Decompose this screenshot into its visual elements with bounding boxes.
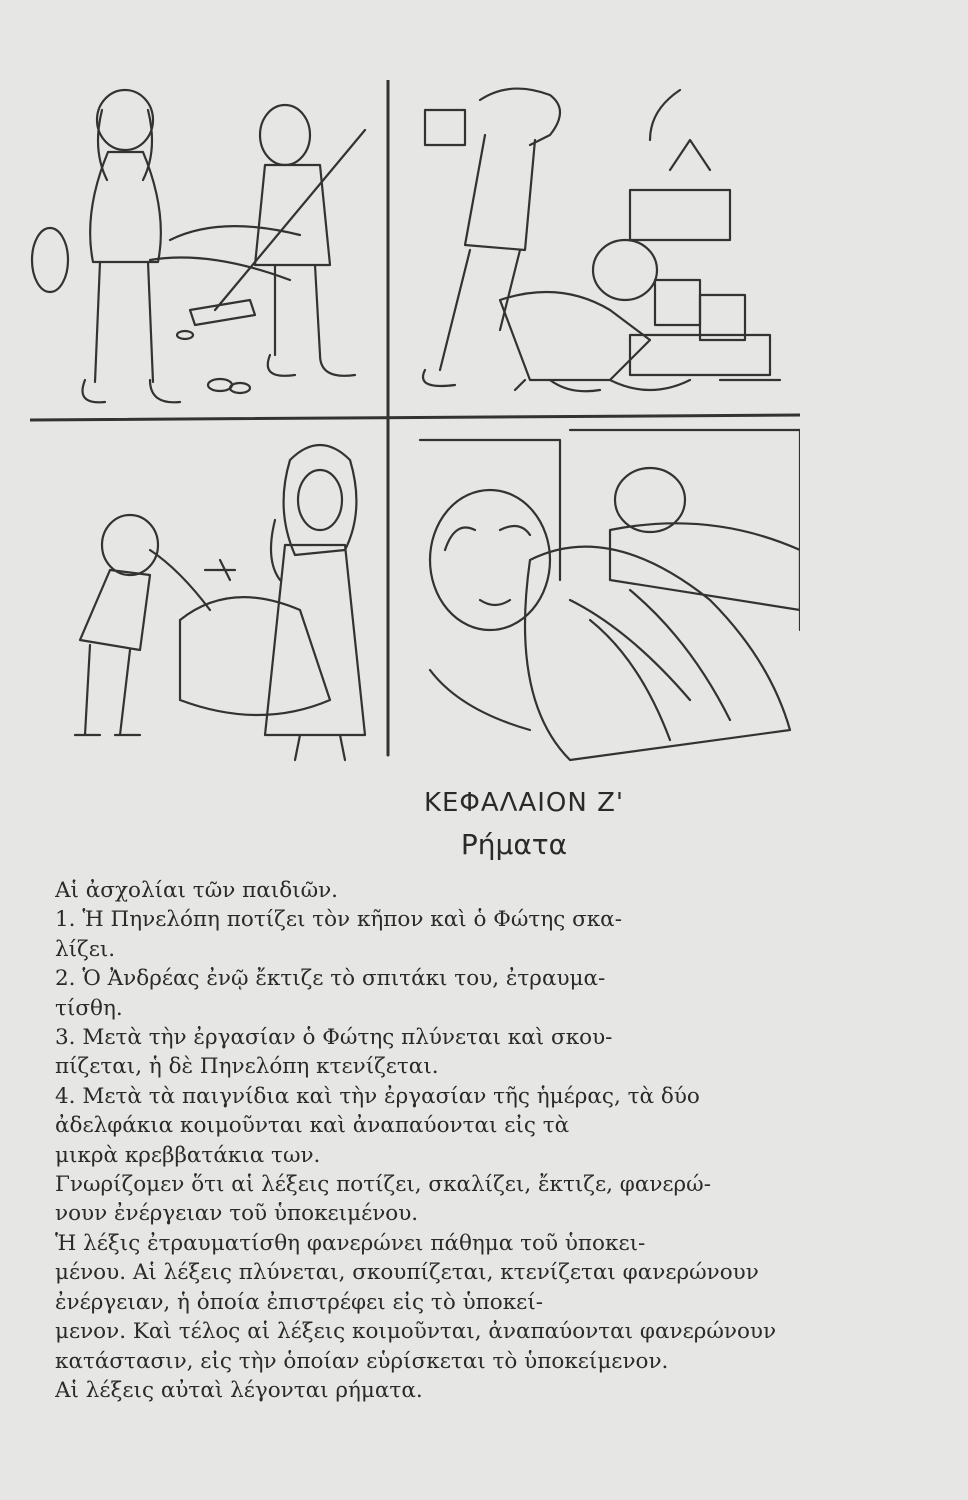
chapter-title: ΚΕΦΑΛΑΙΟΝ Ζ' xyxy=(423,788,625,818)
text-line: 4. Μετὰ τὰ παιγνίδια καὶ τὴν ἐργασίαν τῆς ἡμέρας, τὰ δύο xyxy=(55,1083,700,1109)
text-line: Ἡ λέξις ἐτραυματίσθη φανερώνει πάθημα τοῦ ὑποκει- xyxy=(55,1230,646,1256)
panel-sleeping xyxy=(420,430,800,760)
text-line: μικρὰ κρεββατάκια των. xyxy=(55,1142,321,1168)
text-line: ἀδελφάκια κοιμοῦνται καὶ ἀναπαύονται εἰς τὰ xyxy=(55,1113,570,1139)
text-line: 2. Ὁ Ἀνδρέας ἐνῷ ἔκτιζε τὸ σπιτάκι του, ἐτραυμα- xyxy=(55,966,606,992)
text-line: κατάστασιν, εἰς τὴν ὁποίαν εὑρίσκεται τὸ ὑποκείμενον. xyxy=(55,1348,669,1374)
text-line: ἐνέργειαν, ἡ ὁποία ἐπιστρέφει εἰς τὸ ὑποκεί- xyxy=(55,1289,544,1315)
text-line: λίζει. xyxy=(55,936,116,962)
text-line: Αἱ ἀσχολίαι τῶν παιδιῶν. xyxy=(55,878,339,903)
text-line: 3. Μετὰ τὴν ἐργασίαν ὁ Φώτης πλύνεται καὶ σκου- xyxy=(55,1025,613,1051)
panel-watering-raking xyxy=(32,90,365,402)
panel-washing-combing xyxy=(75,445,365,760)
text-line: νουν ἐνέργειαν τοῦ ὑποκειμένου. xyxy=(55,1201,419,1227)
body-text xyxy=(55,876,800,1405)
text-line: τίσθη. xyxy=(55,995,123,1021)
text-line: Γνωρίζομεν ὅτι αἱ λέξεις ποτίζει, σκαλίζει, ἔκτιζε, φανερώ- xyxy=(55,1172,711,1198)
text-line: μένου. Αἱ λέξεις πλύνεται, σκουπίζεται, κτενίζεται φανερώνουν xyxy=(55,1260,759,1286)
panel-building-blocks xyxy=(423,89,780,392)
text-line: μενον. Καὶ τέλος αἱ λέξεις κοιμοῦνται, ἀναπαύονται φανερώνουν xyxy=(55,1319,777,1345)
text-line: Αἱ λέξεις αὐταὶ λέγονται ρήματα. xyxy=(55,1377,423,1403)
text-line: 1. Ἡ Πηνελόπη ποτίζει τὸν κῆπον καὶ ὁ Φώτης σκα- xyxy=(55,907,622,933)
text-line: πίζεται, ἡ δὲ Πηνελόπη κτενίζεται. xyxy=(55,1054,439,1080)
illustration-panels xyxy=(30,80,800,770)
chapter-subtitle: Ρήματα xyxy=(460,828,568,861)
